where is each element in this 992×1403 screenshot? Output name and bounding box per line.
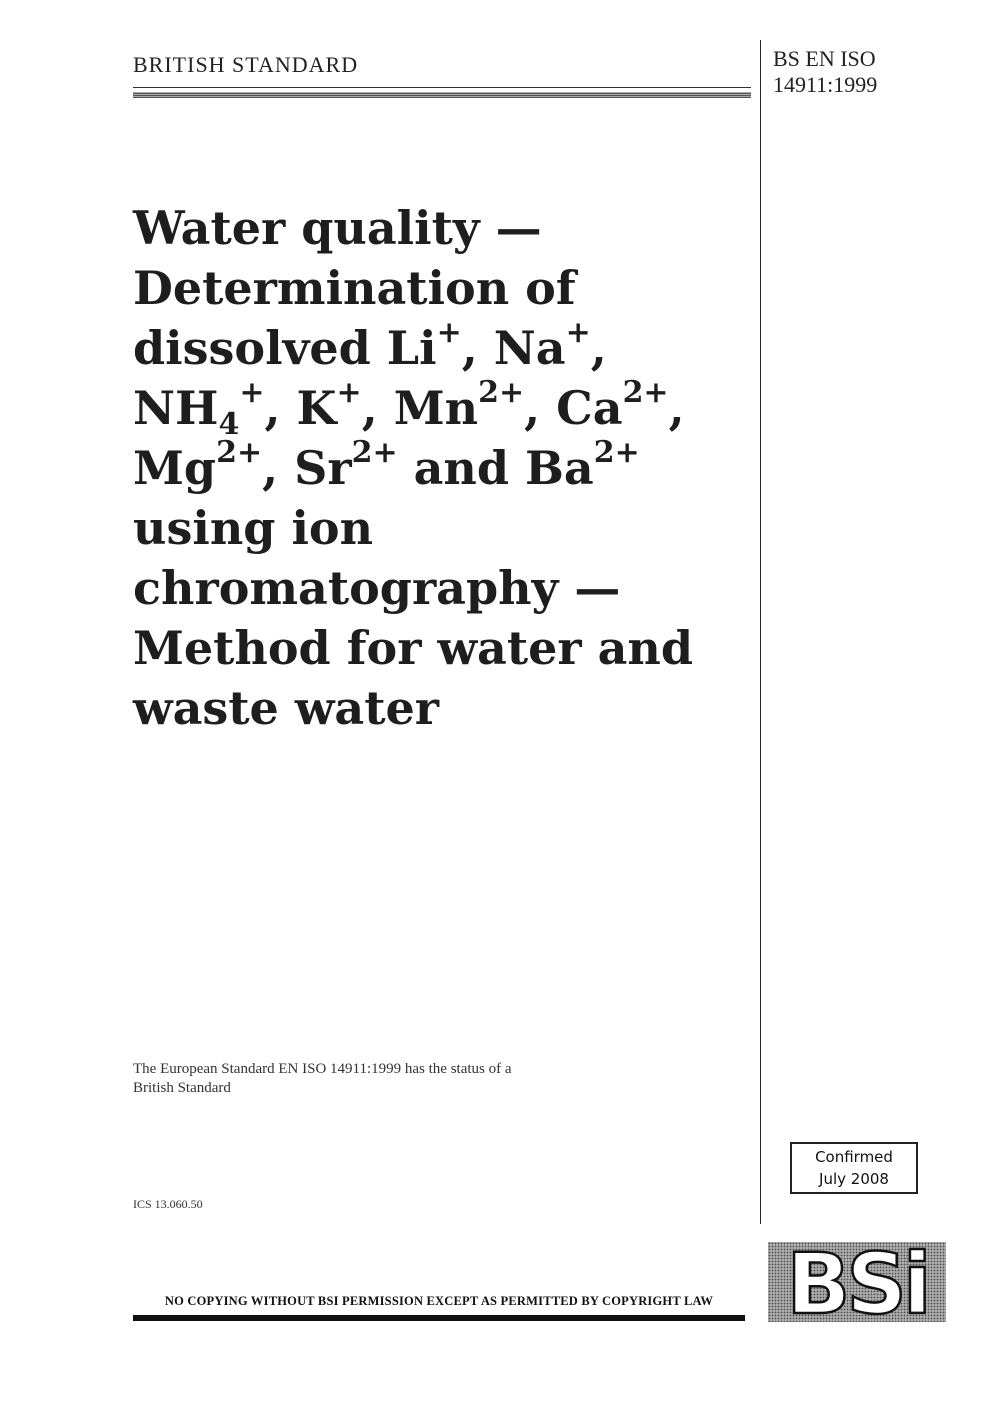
title-text: , Mn <box>361 381 479 435</box>
bsi-logo-text: BSi <box>786 1242 928 1322</box>
title-line-3 <box>133 315 748 378</box>
status-statement <box>133 1060 653 1098</box>
standard-number <box>773 46 877 98</box>
superscript: + <box>336 375 362 410</box>
title-text: , Na <box>461 321 566 375</box>
header-rule-thin <box>133 87 751 88</box>
status-line-1: The European Standard EN ISO 14911:1999 has the status of a <box>133 1061 512 1077</box>
superscript: 2+ <box>622 375 669 410</box>
superscript: + <box>239 375 265 410</box>
status-line-2: British Standard <box>133 1080 231 1096</box>
footer-rule <box>133 1315 745 1321</box>
superscript: 2+ <box>478 375 525 410</box>
superscript: 2+ <box>351 435 398 470</box>
superscript: + <box>436 315 462 350</box>
title-text: , <box>590 321 607 375</box>
standard-number-line2: 14911:1999 <box>773 72 878 97</box>
document-type-label: BRITISH STANDARD <box>133 52 359 77</box>
confirmed-stamp <box>790 1142 918 1194</box>
superscript: 2+ <box>593 435 640 470</box>
confirmed-label: Confirmed <box>815 1148 893 1166</box>
confirmed-date: July 2008 <box>819 1170 889 1188</box>
header-rule-thick <box>133 92 751 98</box>
title-line-2: Determination of <box>133 261 576 315</box>
title-text: , K <box>264 381 337 435</box>
title-line-6: using ion <box>133 501 374 555</box>
superscript: + <box>565 315 591 350</box>
document-title <box>133 198 748 738</box>
superscript: 2+ <box>216 435 263 470</box>
title-text: and Ba <box>397 441 594 495</box>
subscript: 4 <box>218 407 240 442</box>
title-line-4 <box>133 375 748 442</box>
title-text: , Sr <box>262 441 352 495</box>
bsi-logo-icon <box>768 1242 946 1322</box>
title-line-7: chromatography — <box>133 561 621 615</box>
ics-code: ICS 13.060.50 <box>133 1197 203 1211</box>
title-line-1: Water quality — <box>133 201 542 255</box>
title-text: , Ca <box>524 381 623 435</box>
vertical-divider <box>760 40 761 1224</box>
copyright-notice: NO COPYING WITHOUT BSI PERMISSION EXCEPT AS PERMITTED BY COPYRIGHT LAW <box>164 1294 714 1308</box>
standard-number-line1: BS EN ISO <box>773 46 876 71</box>
title-text: Mg <box>133 441 217 495</box>
title-text: , <box>668 381 685 435</box>
title-line-8: Method for water and <box>133 621 694 675</box>
title-text: NH <box>133 381 219 435</box>
title-text: dissolved Li <box>133 321 437 375</box>
title-line-9: waste water <box>133 681 439 735</box>
title-line-5 <box>133 435 748 498</box>
